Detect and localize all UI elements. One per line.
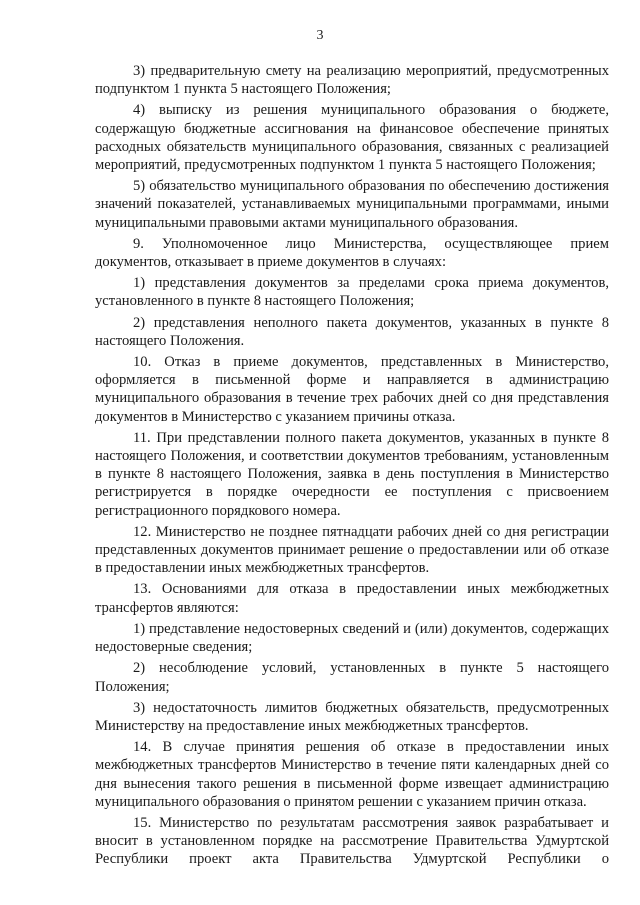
paragraph-clause-15: 15. Министерство по результатам рассмотрения заявок разрабатывает и вносит в установленном порядке на рассмотрение Правительства Удмуртской Республики проект акта Правительства Удмуртской Республики о [95,814,609,868]
paragraph-clause-13-item-1: 1) представление недостоверных сведений и (или) документов, содержащих недостоверные сведения; [95,620,609,656]
paragraph-item-3: 3) предварительную смету на реализацию мероприятий, предусмотренных подпунктом 1 пункта 5 настоящего Положения; [95,63,609,98]
document-body [95,62,609,872]
paragraph-clause-13: 13. Основаниями для отказа в предоставлении иных межбюджетных трансфертов являются: [95,581,609,616]
paragraph-clause-11: 11. При представлении полного пакета документов, указанных в пункте 8 настоящего Положения, и соответствии документов требованиям, установленным в пункте 8 настоящего Положения, заявка в день поступления в Министерство регистрируется в порядке очередности ее поступления с присвоением регистрационного порядкового номера. [95,429,609,519]
paragraph-clause-13-item-2: 2) несоблюдение условий, установленных в пункте 5 настоящего Положения; [95,660,609,695]
paragraph-clause-9: 9. Уполномоченное лицо Министерства, осуществляющее прием документов, отказывает в приеме документов в случаях: [95,235,609,271]
paragraph-clause-9-item-2: 2) представления неполного пакета документов, указанных в пункте 8 настоящего Положения. [95,314,609,349]
page-number: 3 [316,28,324,43]
paragraph-clause-9-item-1: 1) представления документов за пределами срока приема документов, установленного в пункте 8 настоящего Положения; [95,275,609,310]
paragraph-item-4: 4) выписку из решения муниципального образования о бюджете, содержащую бюджетные ассигнования на финансовое обеспечение принятых расходных обязательств муниципального образования, связанных с реализацией мероприятий, предусмотренных подпунктом 1 пункта 5 настоящего Положения; [95,102,609,174]
paragraph-clause-12: 12. Министерство не позднее пятнадцати рабочих дней со дня регистрации представленных документов принимает решение о предоставлении или об отказе в предоставлении иных межбюджетных трансфертов. [95,523,609,577]
paragraph-clause-13-item-3: 3) недостаточность лимитов бюджетных обязательств, предусмотренных Министерству на предоставление иных межбюджетных трансфертов. [95,699,609,734]
paragraph-clause-10: 10. Отказ в приеме документов, представленных в Министерство, оформляется в письменной форме и направляется в администрацию муниципального образования в течение трех рабочих дней со дня представления документов в Министерство с указанием причины отказа. [95,354,609,425]
paragraph-clause-14: 14. В случае принятия решения об отказе в предоставлении иных межбюджетных трансфертов Министерство в течение пяти календарных дней со дня вынесения такого решения в письменной форме извещает администрацию муниципального образования о принятом решении с указанием причин отказа. [95,739,609,810]
paragraph-item-5: 5) обязательство муниципального образования по обеспечению достижения значений показателей, устанавливаемых муниципальными программами, иными муниципальными правовыми актами муниципального образования. [95,178,609,231]
